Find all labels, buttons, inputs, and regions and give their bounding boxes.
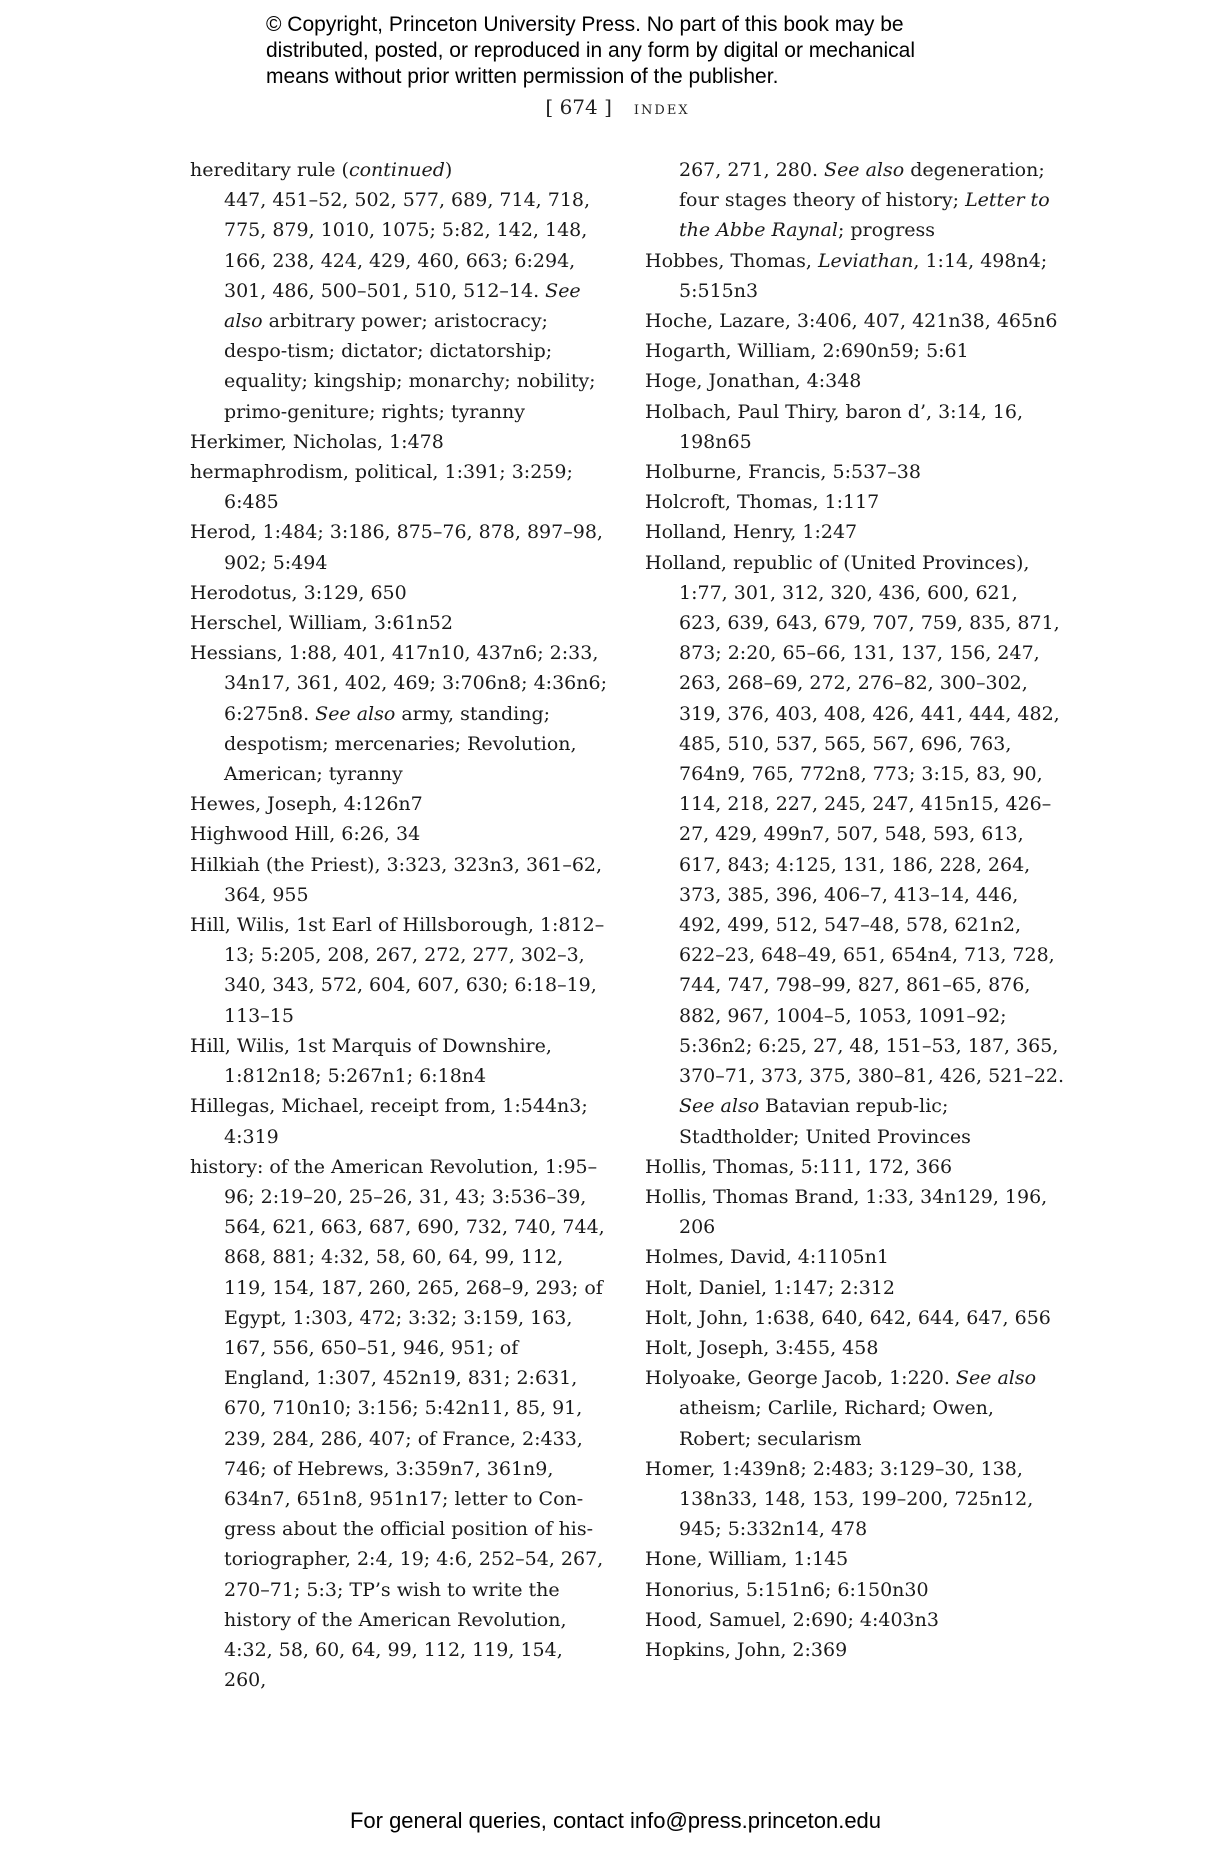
index-entry: Hill, Wilis, 1st Marquis of Downshire, 1:812n18; 5:267n1; 6:18n4 xyxy=(190,1034,552,1088)
page-number: [ 674 ] xyxy=(545,95,612,119)
index-entry-history-continued: 267, 271, 280. See also degeneration; four stages theory of history; Letter to the Abbe Raynal; progress xyxy=(679,159,1050,242)
index-entry: Hone, William, 1:145 xyxy=(645,1548,849,1571)
index-entry: Hood, Samuel, 2:690; 4:403n3 xyxy=(645,1608,939,1631)
index-entry: hermaphrodism, political, 1:391; 3:259; 6:485 xyxy=(190,461,573,514)
index-entry: Holt, John, 1:638, 640, 642, 644, 647, 656 xyxy=(645,1306,1051,1329)
index-entry: Herodotus, 3:129, 650 xyxy=(190,581,407,604)
index-entry-hereditary-rule: hereditary rule (continued) 447, 451–52, 502, 577, 689, 714, 718, 775, 879, 1010, 1075; 5:82, 142, 148, 166, 238, 424, 429, 460, 663; 6:294, 301, 486, 500–501, 510, 512–14. See also arbitrary power; aristocracy; despo-tism; dictator; dictatorship; equality; kingship; monarchy; nobility; primo-geniture; rights; tyranny xyxy=(190,159,596,423)
index-entry: Hollis, Thomas Brand, 1:33, 34n129, 196, 206 xyxy=(645,1185,1048,1239)
index-entry: Holcroft, Thomas, 1:117 xyxy=(645,491,880,514)
index-column-left xyxy=(190,155,610,1695)
index-entry: Herschel, William, 3:61n52 xyxy=(190,612,453,635)
index-entry: Highwood Hill, 6:26, 34 xyxy=(190,823,421,846)
index-entry: Hogarth, William, 2:690n59; 5:61 xyxy=(645,340,969,363)
index-entry: Honorius, 5:151n6; 6:150n30 xyxy=(645,1578,929,1601)
index-entry: Hopkins, John, 2:369 xyxy=(645,1638,848,1661)
index-column-right xyxy=(645,155,1065,1665)
copyright-line: means without prior written permission of the publisher. xyxy=(266,65,779,88)
index-entry: Hollis, Thomas, 5:111, 172, 366 xyxy=(645,1155,953,1178)
index-entry: Holburne, Francis, 5:537–38 xyxy=(645,461,921,484)
index-entry: Holland, Henry, 1:247 xyxy=(645,521,858,544)
index-entry: Hoge, Jonathan, 4:348 xyxy=(645,370,862,393)
index-entry: Herkimer, Nicholas, 1:478 xyxy=(190,430,444,453)
copyright-line: © Copyright, Princeton University Press. No part of this book may be xyxy=(266,13,904,36)
index-entry: Hilkiah (the Priest), 3:323, 323n3, 361–62, 364, 955 xyxy=(190,853,603,906)
index-entry-holland-republic: Holland, republic of (United Provinces), 1:77, 301, 312, 320, 436, 600, 621, 623, 639, 643, 679, 707, 759, 835, 871, 873; 2:20, 65–66, 131, 137, 156, 247, 263, 268–69, 272, 276–82, 300–302, 319, 376, 403, 408, 426, 441, 444, 482, 485, 510, 537, 565, 567, 696, 763, 764n9, 765, 772n8, 773; 3:15, 83, 90, 114, 218, 227, 245, 247, 415n15, 426–27, 429, 499n7, 507, 548, 593, 613, 617, 843; 4:125, 131, 186, 228, 264, 373, 385, 396, 406–7, 413–14, 446, 492, 499, 512, 547–48, 578, 621n2, 622–23, 648–49, 651, 654n4, 713, 728, 744, 747, 798–99, 827, 861–65, 876, 882, 967, 1004–5, 1053, 1091–92; 5:36n2; 6:25, 27, 48, 151–53, 187, 365, 370–71, 373, 375, 380–81, 426, 521–22. See also Batavian repub-lic; Stadtholder; United Provinces xyxy=(645,551,1065,1148)
index-entry: Holbach, Paul Thiry, baron d’, 3:14, 16, 198n65 xyxy=(645,400,1024,453)
index-entry: Hewes, Joseph, 4:126n7 xyxy=(190,793,423,816)
footer-contact: For general queries, contact info@press.princeton.edu xyxy=(349,1808,882,1833)
index-entry-hessians: Hessians, 1:88, 401, 417n10, 437n6; 2:33, 34n17, 361, 402, 469; 3:706n8; 4:36n6; 6:275n8. See also army, standing; despotism; mercenaries; Revolution, American; tyranny xyxy=(190,642,607,786)
index-entry: Holmes, David, 4:1105n1 xyxy=(645,1246,889,1269)
copyright-line: distributed, posted, or reproduced in any form by digital or mechanical xyxy=(266,39,916,62)
index-entry: Hill, Wilis, 1st Earl of Hillsborough, 1:812–13; 5:205, 208, 267, 272, 277, 302–3, 340, 343, 572, 604, 607, 630; 6:18–19, 113–15 xyxy=(190,914,605,1027)
index-entry: Herod, 1:484; 3:186, 875–76, 878, 897–98, 902; 5:494 xyxy=(190,521,603,574)
index-entry: Holt, Joseph, 3:455, 458 xyxy=(645,1336,879,1359)
index-entry-history: history: of the American Revolution, 1:95–96; 2:19–20, 25–26, 31, 43; 3:536–39, 564, 621, 663, 687, 690, 732, 740, 744, 868, 881; 4:32, 58, 60, 64, 99, 112, 119, 154, 187, 260, 265, 268–9, 293; of Egypt, 1:303, 472; 3:32; 3:159, 163, 167, 556, 650–51, 946, 951; of England, 1:307, 452n19, 831; 2:631, 670, 710n10; 3:156; 5:42n11, 85, 91, 239, 284, 286, 407; of France, 2:433, 746; of Hebrews, 3:359n7, 361n9, 634n7, 651n8, 951n17; letter to Con-gress about the official position of his-toriographer, 2:4, 19; 4:6, 252–54, 267, 270–71; 5:3; TP’s wish to write the history of the American Revolution, 4:32, 58, 60, 64, 99, 112, 119, 154, 260, xyxy=(190,1155,605,1692)
index-entry-hobbes: Hobbes, Thomas, Leviathan, 1:14, 498n4; 5:515n3 xyxy=(645,249,1048,302)
section-title: index xyxy=(633,98,690,119)
index-entry-holyoake: Holyoake, George Jacob, 1:220. See also atheism; Carlile, Richard; Owen, Robert; secularism xyxy=(645,1367,1037,1450)
running-head xyxy=(0,94,1225,122)
index-entry: Holt, Daniel, 1:147; 2:312 xyxy=(645,1276,896,1299)
index-entry: Hillegas, Michael, receipt from, 1:544n3; 4:319 xyxy=(190,1095,588,1148)
index-entry: Homer, 1:439n8; 2:483; 3:129–30, 138, 138n33, 148, 153, 199–200, 725n12, 945; 5:332n14, 478 xyxy=(645,1457,1034,1541)
index-entry: Hoche, Lazare, 3:406, 407, 421n38, 465n6 xyxy=(645,310,1058,333)
copyright-notice xyxy=(266,12,1026,90)
